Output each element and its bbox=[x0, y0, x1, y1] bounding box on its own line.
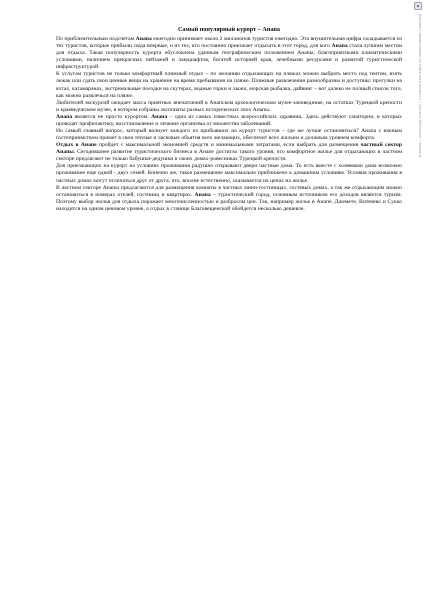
text-run: ежегодно принимает около 2 миллионов туристов ежегодно. Эта внушительная цифра складывается из тех туристов, которые прибыли сюда впервые, и из тех, кто постоянно приезжает отдыхать в этот город, для кого bbox=[56, 36, 402, 50]
sidebar bbox=[412, 0, 424, 600]
bold-text: Анапа bbox=[151, 113, 168, 120]
paragraph bbox=[56, 142, 402, 163]
paragraph bbox=[56, 114, 402, 128]
bold-text: частный сектор Анапы bbox=[56, 142, 402, 156]
text-run: По приблизительным подсчетам bbox=[56, 36, 136, 42]
text-run: – туристический город, основным источником его доходов является туризм. Поэтому выбор жилья для отдыха поражает многочисленностью и разбросом цен. Так, например жилье в Анапе, Джемете, Витязево и Сукко находится на одном ценовом уровне, а отдых в станице Благовещенской обойдется несколько дешевле. bbox=[56, 191, 403, 212]
document-body bbox=[56, 36, 402, 213]
text-run: Но самый главный вопрос, который волнует каждого из прибывших на курорт туристов – где же лучше остановиться? Анапа с южным гостеприимством примет в свои теплые и ласковые объятия всех желающих, обеспечит всех жильем и должным уровнем комфорта. bbox=[56, 128, 402, 142]
bold-text: Анапа bbox=[331, 43, 348, 50]
paragraph bbox=[56, 128, 402, 142]
bold-text: Отдых в Анапе bbox=[56, 142, 97, 149]
bold-text: Анапа bbox=[56, 113, 73, 120]
text-run: Любителей экскурсий ожидает масса приятных впечатлений в Анапском археологическом музее-заповеднике, на остатках Турецкой крепости и краеведческом музее, в котором собраны экспонаты разных исторических эпох Анапы. bbox=[56, 99, 402, 113]
text-run: . Сегодняшнее развитие туристического бизнеса в Анапе достигло такого уровня, что комфортное жилье для отдыхающих в частном секторе предлагают не только бабушки-дедушки в своих домах-ровесниках Турецкой крепости. bbox=[56, 149, 402, 163]
text-run: является не просто курортом. bbox=[72, 113, 152, 120]
paragraph bbox=[56, 36, 402, 71]
text-run: пройдет с максимальной экономией средств и минимальными затратами, если выбрать для размещения bbox=[96, 142, 361, 149]
document-page bbox=[56, 26, 402, 213]
paragraph bbox=[56, 71, 402, 99]
paragraph bbox=[56, 163, 402, 184]
text-run: К услугам туристов не только комфортный пляжный отдых – по желанию отдыхающих на пляжах можно выбрать место под тентом, взять лежак или сдать свои ценные вещи на хранение на время пребывания на пляже. Пляжные развлечения разнообразны и доступны: прогулки на яхтах, катамаранах, экстремальные поездки на скутерах, водные горки и лыжи, морская рыбалка, дайвинг – вот далеко не полный список того, как можно развлечься на пляже. bbox=[56, 71, 402, 99]
text-run: Для приезжающих на курорт на условиях проживания радушно открывают двери частные дома. То есть вместе с хозяевами дома возможно проживание еще одной - двух семей. Конечно же, такое размещение максимально приближено к домашним условиям. Условия проживания в частных домах могут отличаться друг от друга, что, вполне естественно, сказывается на ценах на жилье. bbox=[56, 163, 402, 184]
paragraph bbox=[56, 100, 402, 114]
text-run: стала лучшим местом для отдыха. Такая популярность курорта обусловлена удачным географическим положением Анапы, благоприятными климатическими условиями, наличием прекрасных пейзажей и ландшафтов, богатой историей края, лечебными ресурсами и развитой туристической инфраструктурой. bbox=[56, 43, 402, 71]
bold-text: Анапа bbox=[194, 191, 211, 198]
text-run: В частном секторе Анапы предлагаются для размещения комнаты в частных мини-гостиницах, гостевых домах, а так же отдыхающим можно остановиться в номерах отелей, гостиниц и квартирах. bbox=[56, 184, 402, 198]
document-title: Самый популярный курорт – Анапа bbox=[177, 26, 281, 33]
bold-text: Анапа bbox=[135, 36, 152, 42]
text-run: – одна из самых известных всероссийских здравниц. Здесь действуют санатории, в которых проводят профилактику, восстановление и лечение организма от множества заболеваний. bbox=[56, 113, 403, 127]
paragraph bbox=[56, 185, 402, 213]
document-logo-icon[interactable] bbox=[414, 2, 422, 10]
sidebar-vertical-text: Документ предоставлен на сайте www.docme.ru • Скачать бесплатно • docme.ru bbox=[418, 14, 422, 159]
